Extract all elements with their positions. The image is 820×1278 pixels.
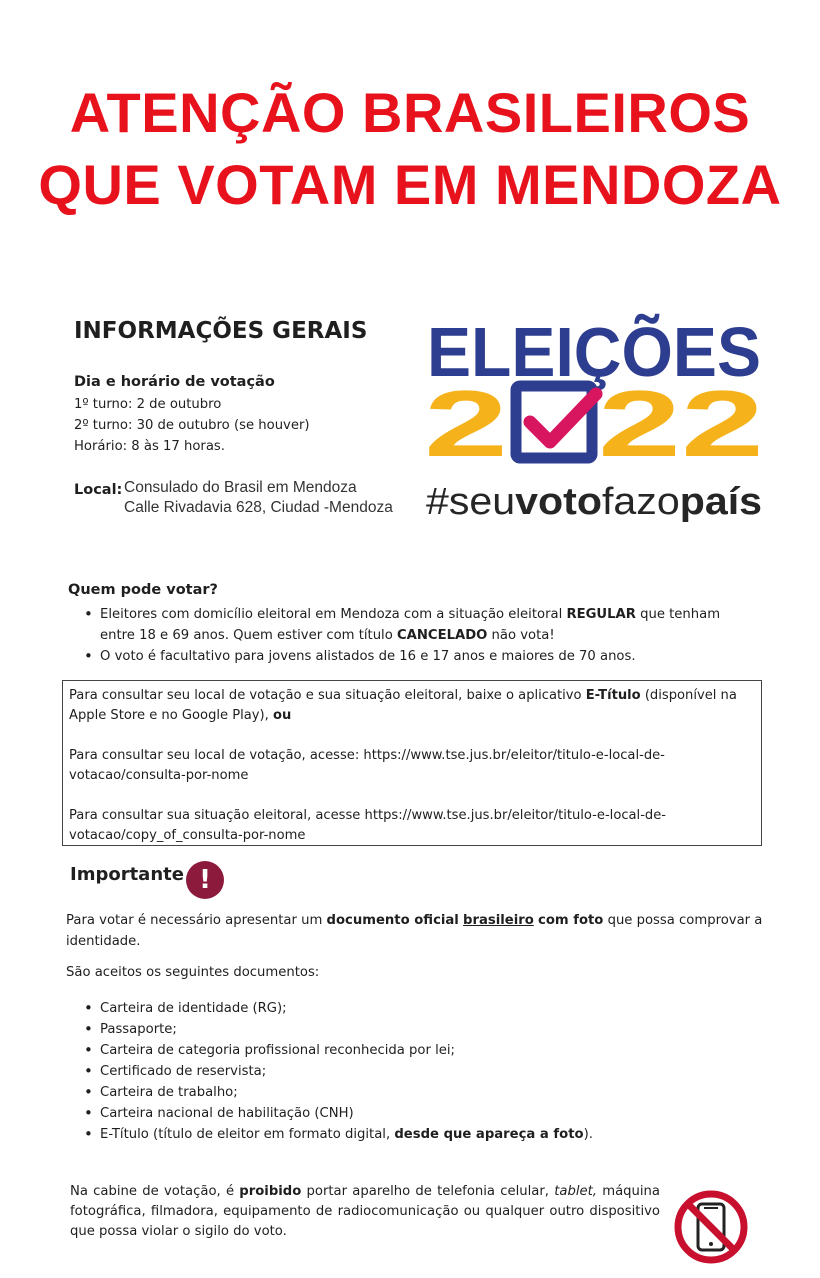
consult-location-paragraph: Para consultar seu local de votação, acesse: https://www.tse.jus.br/eleitor/titulo-e-local-de-votacao/consulta-por-nome [69,748,665,783]
list-item: • Carteira de trabalho; [78,1082,758,1103]
list-item: • Passaporte; [78,1019,758,1040]
checkbox-icon [516,386,596,458]
schedule-lines [74,394,310,457]
local-line-1: Consulado do Brasil em Mendoza [124,479,357,496]
local-line-2: Calle Rivadavia 628, Ciudad -Mendoza [124,499,393,516]
schedule-first-round: 1º turno: 2 de outubro [74,397,222,412]
list-item: • O voto é facultativo para jovens alistados de 16 e 17 anos e maiores de 70 anos. [78,646,738,667]
local-address [124,478,393,518]
hashtag-part-2: voto [515,481,596,522]
logo-hashtag [426,481,762,522]
logo-year-left: 2 [424,371,508,476]
who-can-vote-list [78,604,738,667]
hashtag-part-1: #seu [426,481,509,522]
list-item: • Certificado de reservista; [78,1061,758,1082]
consult-status-paragraph: Para consultar sua situação eleitoral, acesse https://www.tse.jus.br/eleitor/titulo-e-local-de-votacao/copy_of_consulta-por-nome [69,808,667,843]
consult-info-box [62,680,762,846]
logo-year-right: 22 [598,371,764,476]
headline-line-1: ATENÇÃO BRASILEIROS [69,81,751,144]
schedule-second-round: 2º turno: 30 de outubro (se houver) [74,418,310,433]
documents-list [78,998,758,1145]
hashtag-part-4: o [656,481,678,522]
important-title: Importante [70,864,184,885]
list-item: • E-Título (título de eleitor em formato digital, desde que apareça a foto). [78,1124,758,1145]
list-item: • Carteira de categoria profissional reconhecida por lei; [78,1040,758,1061]
list-item: • Carteira nacional de habilitação (CNH) [78,1103,758,1124]
who-can-vote-title: Quem pode votar? [68,582,218,598]
schedule-heading: Dia e horário de votação [74,374,275,390]
general-info-title: INFORMAÇÕES GERAIS [74,318,368,344]
documents-intro: São aceitos os seguintes documentos: [66,965,320,980]
elections-2022-logo [418,310,770,522]
consult-app-paragraph: Para consultar seu local de votação e sua situação eleitoral, baixe o aplicativo E-Título (disponível na Apple Store e no Google Play), ou [69,688,737,723]
list-item: • Eleitores com domicílio eleitoral em Mendoza com a situação eleitoral REGULAR que tenham entre 18 e 69 anos. Quem estiver com título CANCELADO não vota! [78,604,738,646]
logo-word: ELEIÇÕES [427,313,761,391]
exclamation-icon: ! [186,861,224,899]
schedule-hours: Horário: 8 às 17 horas. [74,439,225,454]
local-label: Local: [74,482,123,498]
important-paragraph: Para votar é necessário apresentar um documento oficial brasileiro com foto que possa comprovar a identidade. [66,913,763,949]
no-phone-icon [672,1188,750,1266]
headline-line-2: QUE VOTAM EM MENDOZA [38,153,782,216]
hashtag-part-3: faz [601,481,653,522]
phone-ban-notice: Na cabine de votação, é proibido portar aparelho de telefonia celular, tablet, máquina fotográfica, filmadora, equipamento de radiocomunicação ou qualquer outro dispositivo que possa violar o sigilo do voto. [70,1184,660,1239]
list-item: • Carteira de identidade (RG); [78,998,758,1019]
hashtag-part-5: país [679,481,756,522]
